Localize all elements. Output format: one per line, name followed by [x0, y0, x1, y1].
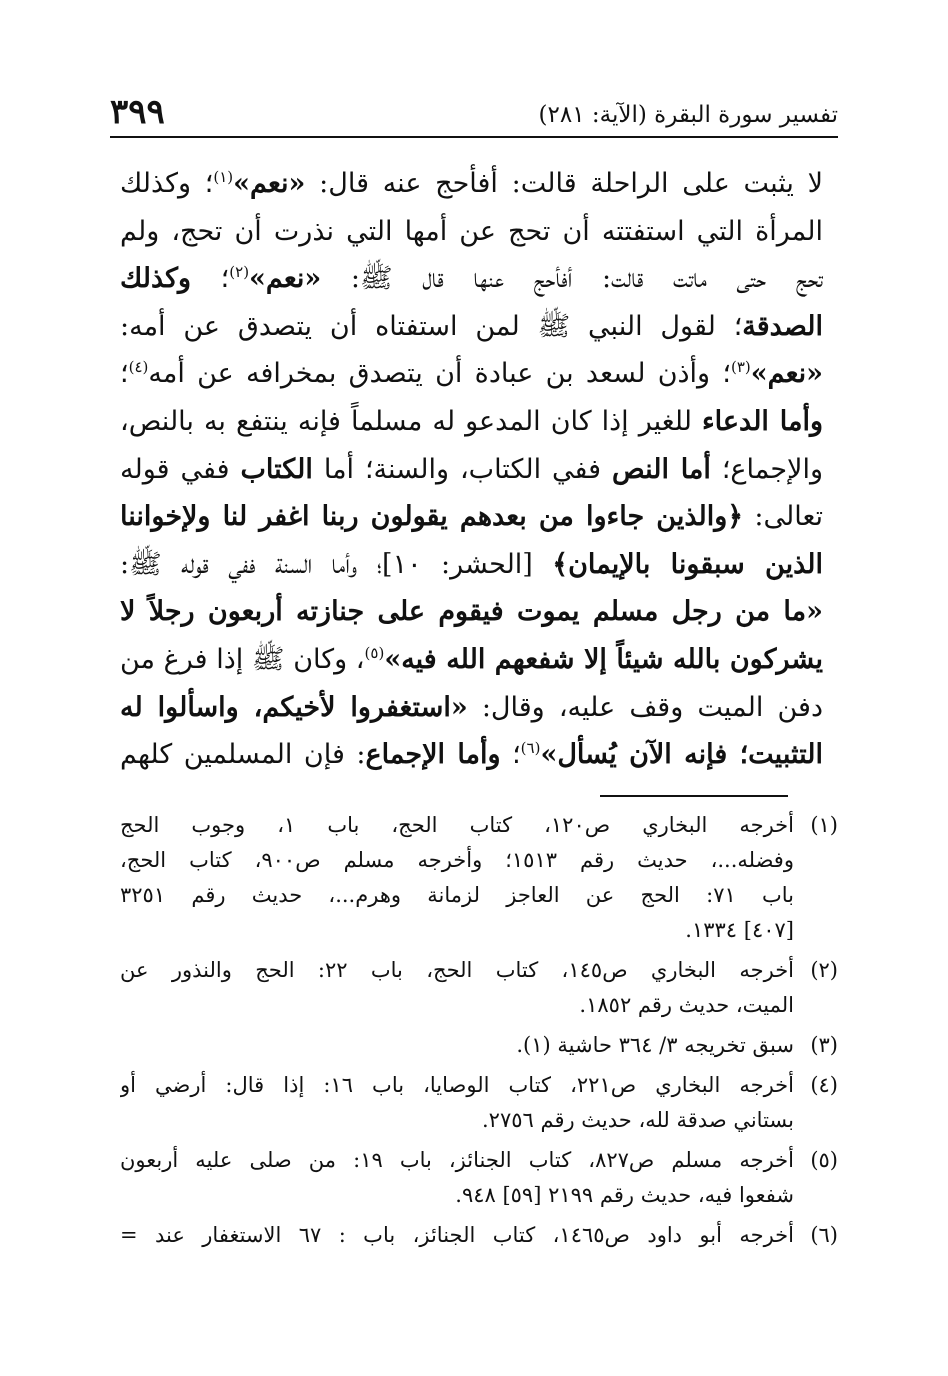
text-line — [120, 541, 823, 589]
footnote-line: أخرجه أبو داود ص١٤٦٥، كتاب الجنائز، باب : ٦٧ الاستغفار عند = — [120, 1223, 794, 1247]
footnote-ref[interactable]: (٣) — [730, 358, 751, 377]
text-line — [120, 208, 823, 256]
footnote-ref[interactable]: (٦) — [520, 739, 541, 758]
footnote — [120, 1028, 838, 1063]
footnote-ref[interactable]: (٥) — [364, 643, 385, 662]
hadith-run: التثبيت؛ فإنه الآن يُسأل» — [540, 739, 823, 771]
text-line — [120, 684, 823, 732]
footnotes — [120, 808, 838, 1258]
footnote-number: (٦) — [810, 1223, 838, 1247]
hadith-run: «ما من رجل مسلم يموت فيقوم على جنازته أربعون رجلاً لا — [120, 596, 823, 628]
footnote-line: بستاني صدقة لله، حديث رقم ٢٧٥٦. — [481, 1108, 794, 1132]
footnote-ref[interactable]: (٢) — [229, 263, 250, 282]
footnote-text — [120, 1028, 794, 1063]
text-run: ؛ — [120, 358, 129, 390]
footnote-ref[interactable]: (٤) — [128, 358, 149, 377]
quote-run: «نعم» — [249, 263, 322, 295]
text-run: ؛ — [191, 263, 230, 295]
text-run: تحج حتى ماتت قالت: أفأحج عنها قال ﷺ: — [321, 263, 823, 295]
running-title: تفسير سورة البقرة (الآية: ٢٨١) — [538, 102, 838, 128]
footnote — [120, 808, 838, 948]
hadith-run: يشركون بالله شيئاً إلا شفعهم الله فيه» — [384, 643, 823, 675]
footnote-line: وفضله...، حديث رقم ١٥١٣؛ وأخرجه مسلم ص٩٠٠، كتاب الحج، — [120, 848, 794, 872]
text-line — [120, 446, 823, 494]
footnote-number: (٤) — [810, 1073, 838, 1097]
footnote-line: شفعوا فيه، حديث رقم ٢١٩٩ [٥٩] ٩٤٨. — [455, 1183, 794, 1207]
emphasis-run: الصدقة — [742, 310, 823, 342]
text-run: ؛ — [500, 739, 521, 771]
footnote-line: أخرجه البخاري ص١٤٥، كتاب الحج، باب ٢٢: الحج والنذور عن — [120, 958, 794, 982]
text-line — [120, 303, 823, 351]
text-line — [120, 255, 823, 303]
footnote-line: أخرجه البخاري ص٢٢١، كتاب الوصايا، باب ١٦: إذا قال: أرضي أو — [120, 1073, 794, 1097]
text-line — [120, 493, 823, 541]
text-run: ؛ وأذن لسعد بن عبادة أن يتصدق بمخرافه عن أمه — [148, 358, 731, 390]
footnote-line: أخرجه مسلم ص٨٢٧، كتاب الجنائز، باب ١٩: من صلى عليه أربعون — [120, 1148, 794, 1172]
footnote-number: (٣) — [810, 1033, 838, 1057]
footnote — [120, 1218, 838, 1253]
emphasis-run: الكتاب — [240, 453, 313, 485]
text-run: تعالى: — [743, 501, 823, 533]
footnote — [120, 1068, 838, 1138]
hadith-run: «استغفروا لأخيكم، واسألوا له — [120, 691, 468, 723]
text-run: ففي الكتاب، والسنة؛ أما — [312, 453, 613, 485]
footnote-ref[interactable]: (١) — [213, 168, 234, 186]
footnote-text — [120, 1143, 794, 1213]
text-run: لا يثبت على الراحلة قالت: أفأحج عنه قال: — [305, 168, 823, 199]
text-run: للغير إذا كان المدعو له مسلماً فإنه ينتفع به بالنص، — [120, 405, 702, 437]
quran-verse: الذين سبقونا بالإيمان﴾ — [552, 548, 823, 580]
footnote-line: الميت، حديث رقم ١٨٥٢. — [579, 993, 794, 1017]
footnote-number: (٥) — [810, 1148, 838, 1172]
text-run: ، وكان ﷺ إذا فرغ من — [120, 643, 365, 675]
text-line — [120, 160, 823, 208]
header-divider — [110, 136, 838, 138]
text-run: ؛ لقول النبي ﷺ لمن استفتاه أن يتصدق عن أمه: — [120, 310, 743, 342]
page-number: ٣٩٩ — [110, 92, 165, 132]
text-run: ففي قوله — [120, 453, 241, 485]
quote-run: «نعم» — [750, 358, 823, 390]
text-line — [120, 636, 823, 684]
footnote-text — [120, 808, 794, 948]
text-line — [120, 350, 823, 398]
quran-verse: ﴿والذين جاءوا من بعدهم يقولون ربنا اغفر لنا ولإخواننا — [120, 501, 744, 533]
footnote-number: (٢) — [810, 958, 838, 982]
text-line — [120, 731, 823, 779]
text-run: المرأة التي استفتته أن تحج عن أمها التي نذرت أن تحج، ولم — [120, 215, 823, 247]
footnote-line: سبق تخريجه ٣/ ٣٦٤ حاشية (١). — [516, 1033, 794, 1057]
footnote-text — [120, 1218, 794, 1253]
text-line — [120, 398, 823, 446]
footnote — [120, 953, 838, 1023]
text-run: دفن الميت وقف عليه، وقال: — [467, 691, 823, 723]
emphasis-run: وأما الإجماع — [365, 739, 501, 771]
main-text — [120, 160, 823, 779]
text-run: : فإن المسلمين كلهم — [120, 739, 366, 771]
text-line — [120, 588, 823, 636]
emphasis-run: وكذلك — [120, 263, 192, 295]
footnote-line: أخرجه البخاري ص١٢٠، كتاب الحج، باب ١، وجوب الحج — [120, 813, 794, 837]
footnote-line: باب ٧١: الحج عن العاجز لزمانة وهرم...، حديث رقم ٣٢٥١ — [120, 883, 794, 907]
footnote — [120, 1143, 838, 1213]
footnote-text — [120, 953, 794, 1023]
footnote-line: [٤٠٧] ١٣٣٤. — [685, 918, 794, 942]
page-header — [110, 88, 838, 134]
quote-run: «نعم» — [233, 168, 306, 199]
text-run: ؛ وكذلك — [120, 168, 214, 199]
text-run: [الحشر: ١٠]؛ وأما السنة ففي قوله ﷺ: — [120, 548, 553, 580]
text-run: والإجماع؛ — [710, 453, 823, 485]
footnote-text — [120, 1068, 794, 1138]
footnote-number: (١) — [810, 813, 838, 837]
emphasis-run: أما النص — [612, 453, 711, 485]
footnote-divider — [600, 795, 788, 797]
emphasis-run: وأما الدعاء — [701, 405, 823, 437]
